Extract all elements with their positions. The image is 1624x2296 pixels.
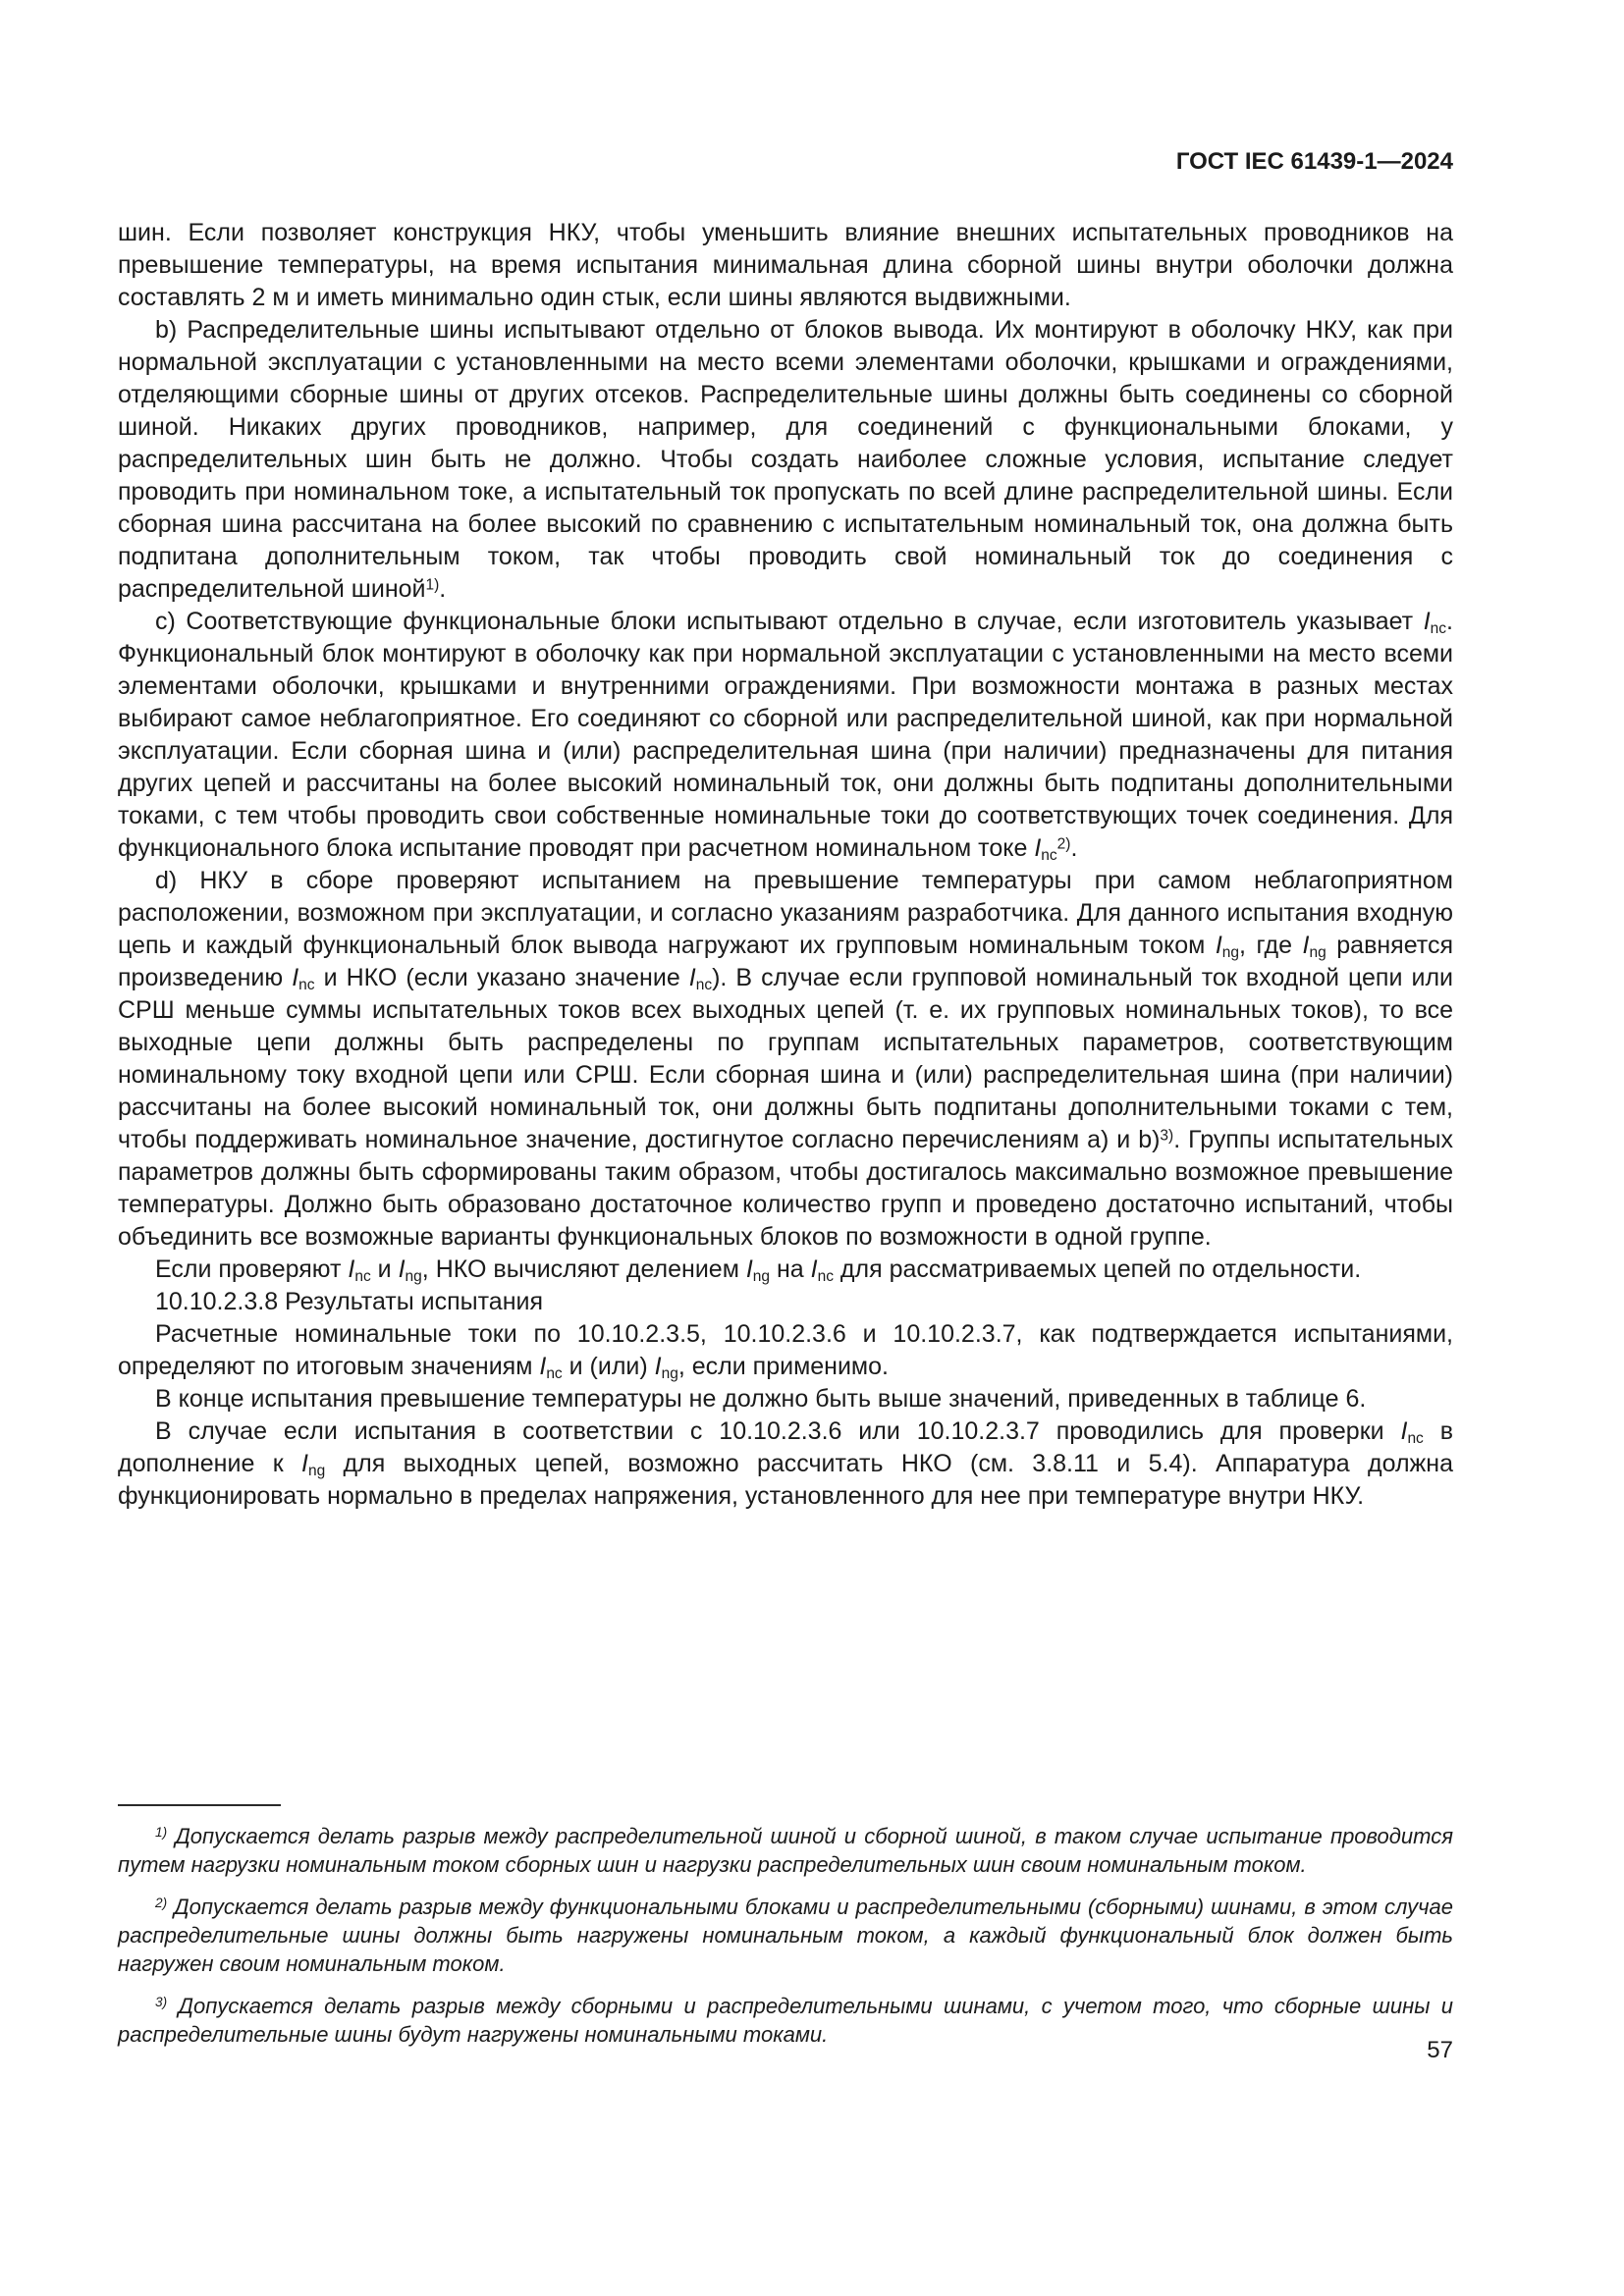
- footnote-3: $^{3)}$ Допускается делать разрыв между сборными и распределительными шинами, с учетом того, что сборные шины и распределительные шины будут нагружены номинальными токами.: [118, 1994, 1453, 2047]
- section-heading: 10.10.2.3.8 Результаты испытания: [155, 1288, 544, 1315]
- symbol-inc: $I_{nc}$: [292, 964, 315, 993]
- page-header: [118, 145, 1453, 178]
- paragraph: Расчетные номинальные токи по 10.10.2.3.5, 10.10.2.3.6 и 10.10.2.3.7, как подтверждается испытаниями, определяют по итоговым значениям $I_{nc}$ и (или) $I_{ng}$, если применимо.: [118, 1320, 1453, 1382]
- footnotes-list: [118, 1822, 1453, 2049]
- paragraph-item-b: b) Распределительные шины испытывают отдельно от блоков вывода. Их монтируют в оболочку НКУ, как при нормальной эксплуатации с установленными на место всеми элементами оболочки, крышками и ограждениями, отделяющими сборные шины от других отсеков. Распределительные шины должны быть соединены со сборной шиной. Никаких других проводников, например, для соединений с функциональными блоками, у распределительных шин быть не должно. Чтобы создать наиболее сложные условия, испытание следует проводить при номинальном токе, а испытательный ток пропускать по всей длине распределительной шины. Если сборная шина рассчитана на более высокий по сравнению с испытательным номинальный ток, она должна быть подпитана дополнительным током, так чтобы проводить свой номинальный ток до соединения с распределительной шиной$^{1)}$.: [118, 316, 1453, 603]
- symbol-inc: $I_{nc}$: [1423, 608, 1447, 637]
- footnote-2: $^{2)}$ Допускается делать разрыв между функциональными блоками и распределительными (сборными) шинами, в этом случае распределительные шины должны быть нагружены номинальным током, а каждый функциональный блок должен быть нагружен своим номинальным током.: [118, 1895, 1453, 1976]
- footnote-marker-3: 3): [155, 1995, 168, 2010]
- symbol-inc: $I_{nc}$: [1400, 1417, 1424, 1447]
- footnote-separator-rule: [118, 1804, 281, 1806]
- symbol-ing: $I_{ng}$: [398, 1255, 422, 1285]
- document-body: [118, 217, 1453, 1513]
- footnote-1: $^{1)}$ Допускается делать разрыв между распределительной шиной и сборной шиной, в таком случае испытание проводится путем нагрузки номинальным током сборных шин и нагрузки распределительных шин своим номинальным током.: [118, 1824, 1453, 1877]
- page-number: 57: [1427, 2037, 1453, 2063]
- symbol-ing: $I_{ng}$: [301, 1450, 326, 1479]
- symbol-ing: $I_{ng}$: [1302, 932, 1326, 961]
- symbol-inc: $I_{nc}$: [348, 1255, 371, 1285]
- footnotes-section: [118, 1804, 1453, 2062]
- footnote-marker-1: 1): [155, 1825, 168, 1841]
- symbol-inc: $I_{nc}$: [688, 964, 713, 993]
- paragraph: В конце испытания превышение температуры не должно быть выше значений, приведенных в таблице 6.: [155, 1385, 1367, 1413]
- paragraph: Если проверяют $I_{nc}$ и $I_{ng}$, НКО вычисляют делением $I_{ng}$ на $I_{nc}$ для рассматриваемых цепей по отдельности.: [155, 1255, 1362, 1285]
- symbol-ing: $I_{ng}$: [654, 1353, 678, 1382]
- symbol-ing: $I_{ng}$: [1215, 932, 1240, 961]
- symbol-inc: $I_{nc}$: [810, 1255, 834, 1285]
- footnote-marker-2: 2): [155, 1896, 168, 1911]
- symbol-inc: $I_{nc}$: [539, 1353, 563, 1382]
- footnote-ref-1: 1): [425, 576, 440, 594]
- paragraph-item-d: d) НКУ в сборе проверяют испытанием на превышение температуры при самом неблагоприятном расположении, возможном при эксплуатации, и согласно указаниям разработчика. Для данного испытания входную цепь и каждый функциональный блок вывода нагружают их групповым номинальным током $I_{ng}$, где $I_{ng}$ равняется произведению $I_{nc}$ и НКО (если указано значение $I_{nc}$). В случае если групповой номинальный ток входной цепи или СРШ меньше суммы испытательных токов всех выходных цепей (т. е. их групповых номинальных токов), то все выходные цепи должны быть распределены по группам испытательных параметров, соответствующим номинальному току входной цепи или СРШ. Если сборная шина и (или) распределительная шина (при наличии) рассчитаны на более высокий номинальный ток, они должны быть подпитаны дополнительными токами с тем, чтобы поддерживать номинальное значение, достигнутое согласно перечислениям a) и b)$^{3)}$. Группы испытательных параметров должны быть сформированы таким образом, чтобы достигалось максимально возможное превышение температуры. Должно быть образовано достаточное количество групп и проведено достаточно испытаний, чтобы объединить все возможные варианты функциональных блоков по возможности в одной группе.: [118, 867, 1453, 1251]
- symbol-ing: $I_{ng}$: [745, 1255, 771, 1285]
- paragraph-continuation: шин. Если позволяет конструкция НКУ, чтобы уменьшить влияние внешних испытательных проводников на превышение температуры, на время испытания минимальная длина сборной шины внутри оболочки должна составлять 2 м и иметь минимально один стык, если шины являются выдвижными.: [118, 219, 1453, 311]
- footnote-ref-3: 3): [1160, 1127, 1174, 1145]
- page-content: [118, 145, 1453, 1513]
- document-code: ГОСТ IEC 61439-1—2024: [1175, 148, 1453, 175]
- symbol-inc: $I_{nc}$: [1034, 834, 1057, 864]
- footnote-ref-2: 2): [1056, 835, 1071, 853]
- paragraph-item-c: c) Соответствующие функциональные блоки испытывают отдельно в случае, если изготовитель указывает $I_{nc}$. Функциональный блок монтируют в оболочку как при нормальной эксплуатации с установленными на место всеми элементами оболочки, крышками и внутренними ограждениями. При возможности монтажа в разных местах выбирают самое неблагоприятное. Его соединяют со сборной или распределительной шиной, как при нормальной эксплуатации. Если сборная шина и (или) распределительная шина (при наличии) предназначены для питания других цепей и рассчитаны на более высокий номинальный ток, они должны быть подпитаны дополнительными токами, с тем чтобы проводить свои собственные номинальные токи до соответствующих точек соединения. Для функционального блока испытание проводят при расчетном номинальном токе $I_{nc}^{2)}$.: [118, 608, 1453, 864]
- paragraph: В случае если испытания в соответствии с 10.10.2.3.6 или 10.10.2.3.7 проводились для проверки $I_{nc}$ в дополнение к $I_{ng}$ для выходных цепей, возможно рассчитать НКО (см. 3.8.11 и 5.4). Аппаратура должна функционировать нормально в пределах напряжения, установленного для нее при температуре внутри НКУ.: [118, 1417, 1453, 1510]
